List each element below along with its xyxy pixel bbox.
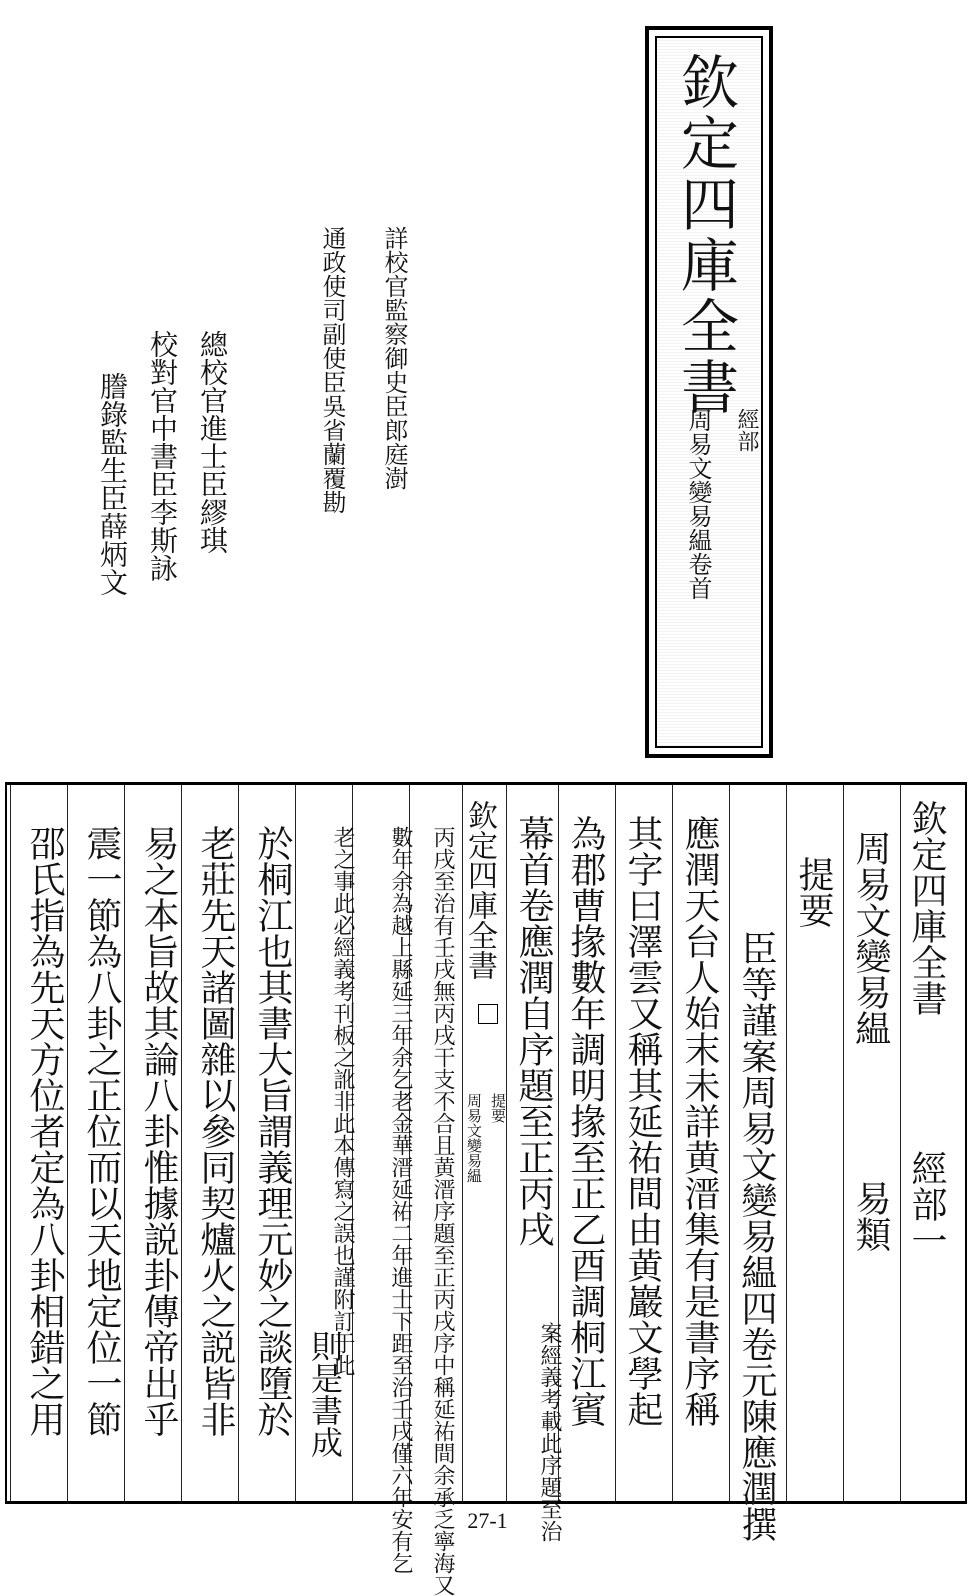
text-column: 老莊先天諸圖雜以參同契爐火之説皆非: [195, 825, 236, 1437]
tiyao-heading: 提要: [793, 856, 834, 928]
column-rule: [238, 785, 239, 1501]
page-header-section: 經部一: [906, 1150, 947, 1258]
text-column: 易之本旨故其論八卦惟據説卦傳帝出乎: [138, 825, 179, 1437]
column-rule: [124, 785, 125, 1501]
column-rule: [181, 785, 182, 1501]
page-category: 易類: [850, 1180, 891, 1252]
note-column: 丙戌至治有壬戌無丙戌干支不合且黄溍序題至正丙戌序中稱延祐間余承乏寧海又: [430, 826, 455, 1596]
margin-section: 提要: [489, 1093, 507, 1123]
note-column: 老之事此必經義考刊板之訛非此本傳寫之誤也謹附訂于此: [330, 826, 355, 1376]
credit-line: 校對官中書臣李斯詠: [146, 330, 179, 582]
column-rule: [615, 785, 616, 1501]
column-rule: [672, 785, 673, 1501]
credit-line: 通政使司副使臣吳省蘭覆勘: [318, 226, 346, 514]
fold-mark: [478, 1004, 498, 1024]
credit-line: 總校官進士臣繆琪: [196, 330, 229, 554]
column-rule: [843, 785, 844, 1501]
margin-title: 欽定四庫全書: [462, 800, 497, 980]
text-column: 為郡曹掾數年調明掾至正乙酉調桐江賓: [565, 815, 606, 1427]
credit-line: 詳校官監察御史臣郎庭澍: [380, 226, 408, 490]
text-column: 幕首卷應潤自序題至正丙戌: [513, 815, 554, 1247]
text-column: 其字曰澤雲又稱其延祐間由黄巖文學起: [622, 815, 663, 1427]
page-header-title: 欽定四庫全書: [906, 800, 947, 1016]
page-number: 27-1: [467, 1508, 508, 1533]
note-column: 數年余為越上縣延三年余乞老金華溍延祐二年進士下距至治壬戌僅六年安有乞: [388, 826, 413, 1574]
column-rule: [67, 785, 68, 1501]
text-column: 於桐江也其書大旨謂義理元妙之談墮於: [252, 825, 293, 1437]
text-column: 邵氏指為先天方位者定為八卦相錯之用: [24, 825, 65, 1437]
cover-book-title: 周易文變易緼卷首: [684, 408, 712, 600]
text-column: 應潤天台人始末未詳黄溍集有是書序稱: [679, 815, 720, 1427]
column-rule: [506, 785, 507, 1501]
note-column: 案經義考載此序題至治: [537, 1322, 562, 1542]
cover-main-title: 欽定四庫全書: [671, 52, 739, 418]
credit-line: 謄錄監生臣薛炳文: [96, 372, 129, 596]
margin-book-title: 周易文變易緼: [465, 1093, 483, 1183]
column-rule: [295, 785, 296, 1501]
column-rule: [900, 785, 901, 1501]
page-book-title: 周易文變易緼: [850, 830, 891, 1046]
text-column: 臣等謹案周易文變易緼四卷元陳應潤撰: [736, 930, 777, 1542]
text-column: 則是書成: [306, 1330, 344, 1458]
text-column: 震一節為八卦之正位而以天地定位一節: [81, 825, 122, 1437]
column-rule: [786, 785, 787, 1501]
column-rule: [729, 785, 730, 1501]
column-rule: [10, 785, 11, 1501]
cover-section-label: 經部: [734, 408, 759, 452]
